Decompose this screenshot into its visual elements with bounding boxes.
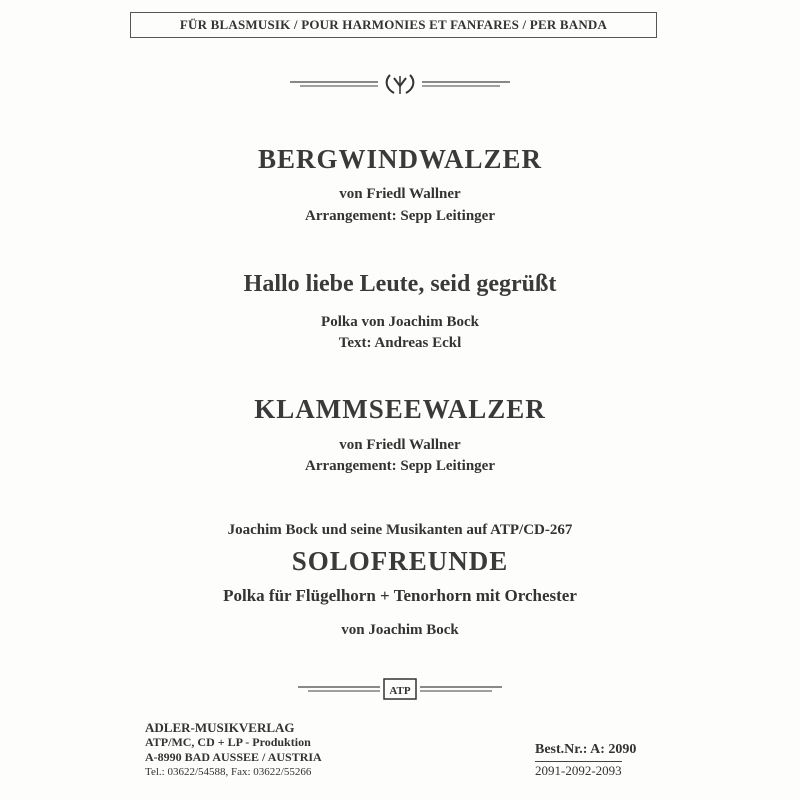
order-number: Best.Nr.: A: 2090	[535, 742, 637, 757]
order-number-block	[535, 742, 636, 780]
work-lyricist: Text: Andreas Eckl	[338, 335, 462, 351]
work-preface: Joachim Bock und seine Musikanten auf ATP/CD-267	[227, 522, 573, 538]
header-banner-text: FÜR BLASMUSIK / POUR HARMONIES ET FANFARES / PER BANDA	[179, 17, 608, 32]
publisher-name: ADLER-MUSIKVERLAG	[145, 720, 295, 735]
work-title-klammseewalzer: KLAMMSEEWALZER	[254, 394, 546, 424]
work-arranger: Arrangement: Sepp Leitinger	[305, 208, 495, 224]
publisher-info	[145, 720, 322, 780]
work-title-bergwindwalzer: BERGWINDWALZER	[257, 144, 543, 174]
publisher-contact: Tel.: 03622/54588, Fax: 03622/55266	[145, 766, 312, 778]
work-composer: von Joachim Bock	[341, 622, 459, 638]
atp-logo-text: ATP	[389, 685, 411, 697]
publisher-production: ATP/MC, CD + LP - Produktion	[145, 735, 311, 749]
work-title-solofreunde: SOLOFREUNDE	[291, 546, 509, 576]
work-description: Polka für Flügelhorn + Tenorhorn mit Orchester	[223, 586, 577, 605]
work-composer: von Friedl Wallner	[339, 186, 461, 202]
lyre-ornament-icon	[290, 72, 510, 96]
publisher-address: A-8990 BAD AUSSEE / AUSTRIA	[145, 750, 322, 764]
work-composer: Polka von Joachim Bock	[321, 314, 479, 330]
work-composer: von Friedl Wallner	[339, 437, 461, 453]
work-title-hallo-liebe-leute: Hallo liebe Leute, seid gegrüßt	[243, 271, 557, 297]
work-arranger: Arrangement: Sepp Leitinger	[305, 458, 495, 474]
header-banner	[130, 12, 657, 38]
atp-logo-icon	[298, 678, 502, 700]
order-number-range: 2091-2092-2093	[535, 763, 622, 778]
